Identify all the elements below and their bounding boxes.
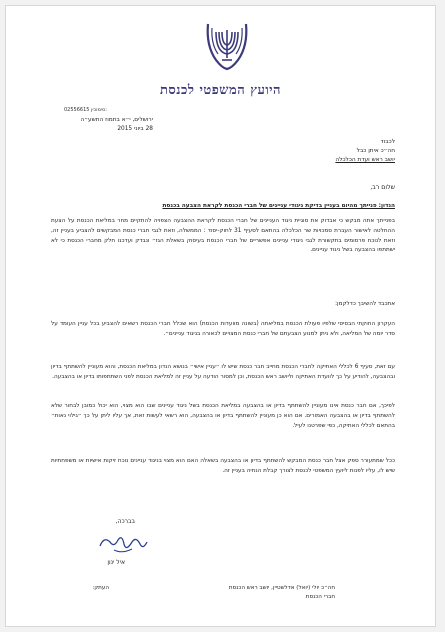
cc-recipient-2: חברי הכנסת bbox=[305, 594, 335, 600]
greeting: שלום רב, bbox=[370, 184, 395, 191]
cc-label: העתק: bbox=[92, 585, 109, 591]
signer-name: איל ינון bbox=[107, 559, 125, 566]
body-paragraph: אתכבד להשיבך כדלקמן: bbox=[335, 301, 395, 307]
menorah-emblem-icon bbox=[204, 20, 250, 72]
date-hebrew: ירושלים, י״א בתמוז התשע״ה bbox=[80, 117, 153, 123]
letter-page bbox=[5, 5, 436, 627]
closing: בברכה, bbox=[115, 518, 135, 525]
letter-date bbox=[43, 116, 153, 133]
org-title: היועץ המשפטי לכנסת bbox=[159, 83, 282, 98]
handwritten-signature-icon bbox=[96, 532, 151, 556]
body-paragraph: עם זאת, סעיף 6 לכללי האתיקה לחברי הכנסת מחייב חבר כנסת שיש לו ״עניין אישי״ בנושא הנדון במליאת הכנסת, והוא מעוניין להשתתף בדיון ובהצבעה, להודיע על כך לוועדת האתיקה וליושב ראש הכנסת, וכן למסור הודעה על עניין זה למליאת הכנסת לפני השתתפותו בדיון או בהצבעה. bbox=[51, 364, 395, 380]
body-paragraph: בפנייתך אתה מבקש כי אבדוק את סוגיית ניגוד העניינים של חברי הכנסת לקראת ההצבעה הצפויה להתקיים מחר במליאת הכנסת על הצעת ההחלטה לאישור העברת סמכויות שר הכלכלה בהתאם לסעיף 31 לחוק-יסוד : הממשלה, וזאת לגבי חברי כנסת המבקשים להצביע בעניין זה, וזאת לנוכח פרסומים בתקשורת לגבי ניגודי עניינים אפשריים של חברי הכנסת בעיסוק בשאלת הגז״ ונבדק ועדכנו חלק מחברי הכנסת כי לא ישתתפו בהצבעה בשל ניגוד עניינים. bbox=[51, 218, 395, 254]
recipient-title: יושב ראש ועדת הכלכלה bbox=[335, 156, 395, 163]
reference-number bbox=[64, 107, 154, 114]
body-paragraph: ככל שמתעורר ספק אצל חבר כנסת המבקש להשתתף בדיון או בהצבעה בשאלה האם הוא מצוי בניגוד עניינים נוכח זיקות אישיות או משפחתיות שיש לו, עליו לפנות ליועץ המשפטי לכנסת לצורך קבלת הנחיה בעניין זה. bbox=[51, 458, 395, 474]
date-gregorian: 28 ביוני 2015 bbox=[117, 125, 153, 132]
recipient-name: חה״כ איתן כבל bbox=[356, 147, 395, 154]
reference-number-value: 02556615 bbox=[64, 107, 90, 113]
recipient-salutation: לכבוד bbox=[380, 139, 395, 145]
reference-label: סימוכין: bbox=[91, 107, 107, 113]
recipient-block bbox=[245, 138, 395, 165]
body-paragraph: העקרון החוקתי הבסיסי שלפיו פעולת הכנסת במליאתה (בשונה מוועדות הכנסת) הוא שכלל חברי הכנסת רשאים להצביע בכל עניין העומד על סדר יומה של המליאה, ולא ניתן למנוע הצבעתם של חברי כנסת המצויים לכאורה בניגוד עניינים״. bbox=[51, 321, 395, 337]
subject-line: הנדון: פנייתך מהיום בעניין בדיקת ניגודי עניינים של חברי הכנסת לקראת הצבעה בכנסת bbox=[162, 203, 395, 209]
cc-recipient-1: חה״כ יולי (יואל) אדלשטיין, יושב ראש הכנסת bbox=[228, 585, 335, 591]
body-paragraph: לפיכך, אם חבר כנסת אינו מעוניין להשתתף בדיון או בהצבעה במליאת הכנסת בשל ניגוד עניינים שבו הוא מצוי, הוא יכול כמובן לבחור שלא להשתתף בדיון או בהצבעה האמורים. אם הוא כן מעוניין להשתתף בדיון או בהצבעה, הוא רשאי לעשות זאת, אך עליו ליתן על כך ״גילוי נאות״ בהתאם לכללי האתיקה, כפי שפרטנו לעיל. bbox=[51, 403, 395, 429]
